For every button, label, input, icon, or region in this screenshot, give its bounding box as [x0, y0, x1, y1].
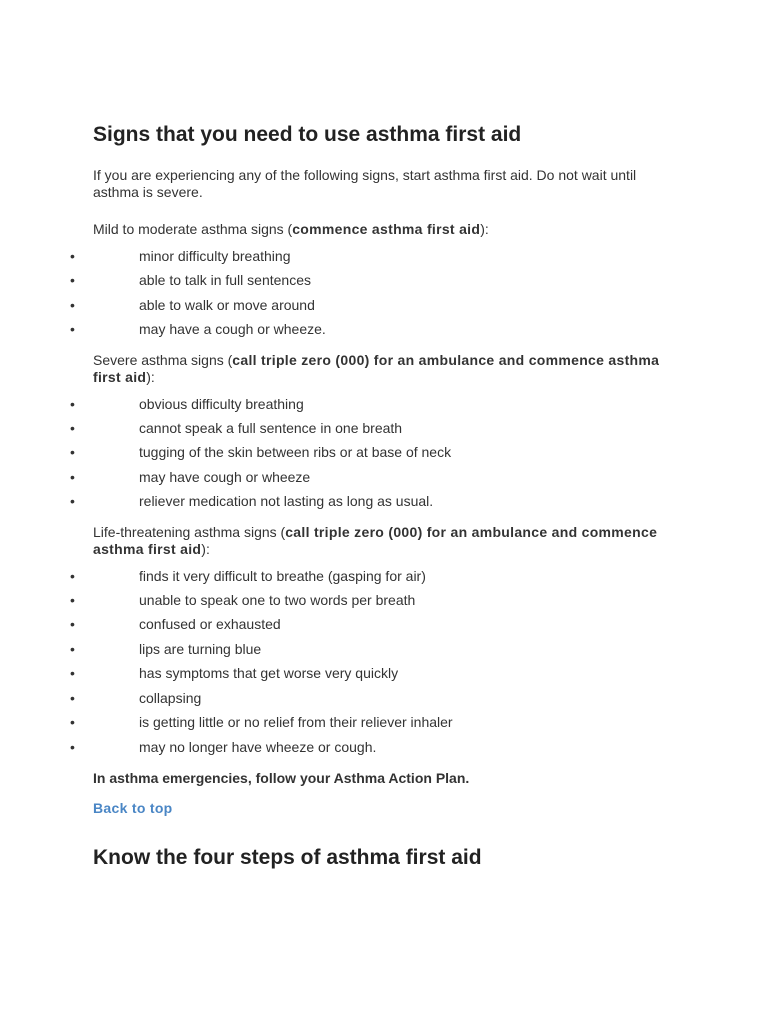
- list-item: [70, 564, 673, 588]
- bullet-icon: •: [70, 493, 75, 510]
- life-label-bold: call triple zero (000) for an ambulance and commence asthma first aid: [93, 523, 658, 557]
- severe-signs-list: [70, 392, 673, 514]
- bullet-icon: •: [70, 321, 75, 338]
- list-item-text: able to talk in full sentences: [139, 272, 311, 289]
- bullet-icon: •: [70, 468, 75, 485]
- bullet-icon: •: [70, 395, 75, 412]
- list-item-text: unable to speak one to two words per breath: [139, 592, 416, 609]
- list-item-text: lips are turning blue: [139, 640, 262, 657]
- list-item: [70, 392, 673, 416]
- mild-label-prefix: Mild to moderate asthma signs (: [93, 221, 293, 237]
- list-item: [70, 489, 673, 513]
- life-label-suffix: ):: [201, 540, 210, 557]
- list-item: [70, 686, 673, 710]
- list-item-text: finds it very difficult to breathe (gasping for air): [139, 567, 426, 584]
- bullet-icon: •: [70, 272, 75, 289]
- list-item: [70, 637, 673, 661]
- list-item: [70, 588, 673, 612]
- back-to-top-link[interactable]: Back to top: [93, 799, 173, 816]
- list-item-text: obvious difficulty breathing: [139, 395, 304, 412]
- bullet-icon: •: [70, 714, 75, 731]
- bullet-icon: •: [70, 296, 75, 313]
- bullet-icon: •: [70, 665, 75, 682]
- list-item: [70, 710, 673, 734]
- bullet-icon: •: [70, 738, 75, 755]
- list-item-text: may have cough or wheeze: [139, 468, 311, 485]
- bullet-icon: •: [70, 640, 75, 657]
- bullet-icon: •: [70, 616, 75, 633]
- severe-label-suffix: ):: [146, 368, 155, 385]
- list-item-text: may have a cough or wheeze.: [139, 321, 326, 338]
- section-heading-four-steps: Know the four steps of asthma first aid: [93, 845, 482, 869]
- list-item-text: tugging of the skin between ribs or at base of neck: [139, 444, 452, 461]
- list-item: [70, 612, 673, 636]
- bullet-icon: •: [70, 567, 75, 584]
- mild-label-suffix: ):: [480, 221, 489, 237]
- list-item: [70, 416, 673, 440]
- list-item-text: may no longer have wheeze or cough.: [139, 738, 377, 755]
- list-item: [70, 661, 673, 685]
- list-item-text: reliever medication not lasting as long as usual.: [139, 493, 434, 510]
- life-threatening-signs-list: [70, 564, 673, 759]
- list-item: [70, 268, 673, 292]
- bullet-icon: •: [70, 248, 75, 264]
- severe-label-bold: call triple zero (000) for an ambulance and commence asthma first aid: [93, 351, 660, 385]
- life-threatening-signs-label: [93, 524, 673, 558]
- mild-label-bold: commence asthma first aid: [292, 221, 481, 237]
- list-item-text: has symptoms that get worse very quickly: [139, 665, 399, 682]
- bullet-icon: •: [70, 420, 75, 437]
- list-item: [70, 440, 673, 464]
- list-item: [70, 293, 673, 317]
- list-item: [70, 317, 673, 341]
- list-item-text: is getting little or no relief from their reliever inhaler: [139, 714, 453, 731]
- bullet-icon: •: [70, 444, 75, 461]
- emergency-note: In asthma emergencies, follow your Asthma Action Plan.: [93, 769, 470, 786]
- article-content: [70, 120, 673, 873]
- bullet-icon: •: [70, 592, 75, 609]
- list-item-text: minor difficulty breathing: [139, 248, 291, 264]
- severe-label-prefix: Severe asthma signs (: [93, 351, 233, 368]
- mild-signs-list: [70, 244, 673, 342]
- mild-signs-label: [93, 221, 673, 238]
- list-item: [70, 735, 673, 759]
- list-item: [70, 244, 673, 268]
- list-item-text: able to walk or move around: [139, 296, 315, 313]
- bullet-icon: •: [70, 689, 75, 706]
- severe-signs-label: [93, 352, 673, 386]
- section-heading-signs: Signs that you need to use asthma first aid: [93, 123, 522, 146]
- list-item-text: collapsing: [139, 689, 202, 706]
- list-item-text: confused or exhausted: [139, 616, 281, 633]
- life-label-prefix: Life-threatening asthma signs (: [93, 523, 286, 540]
- list-item-text: cannot speak a full sentence in one breath: [139, 420, 403, 437]
- list-item: [70, 465, 673, 489]
- intro-paragraph: If you are experiencing any of the following signs, start asthma first aid. Do not wait until asthma is severe.: [93, 167, 637, 200]
